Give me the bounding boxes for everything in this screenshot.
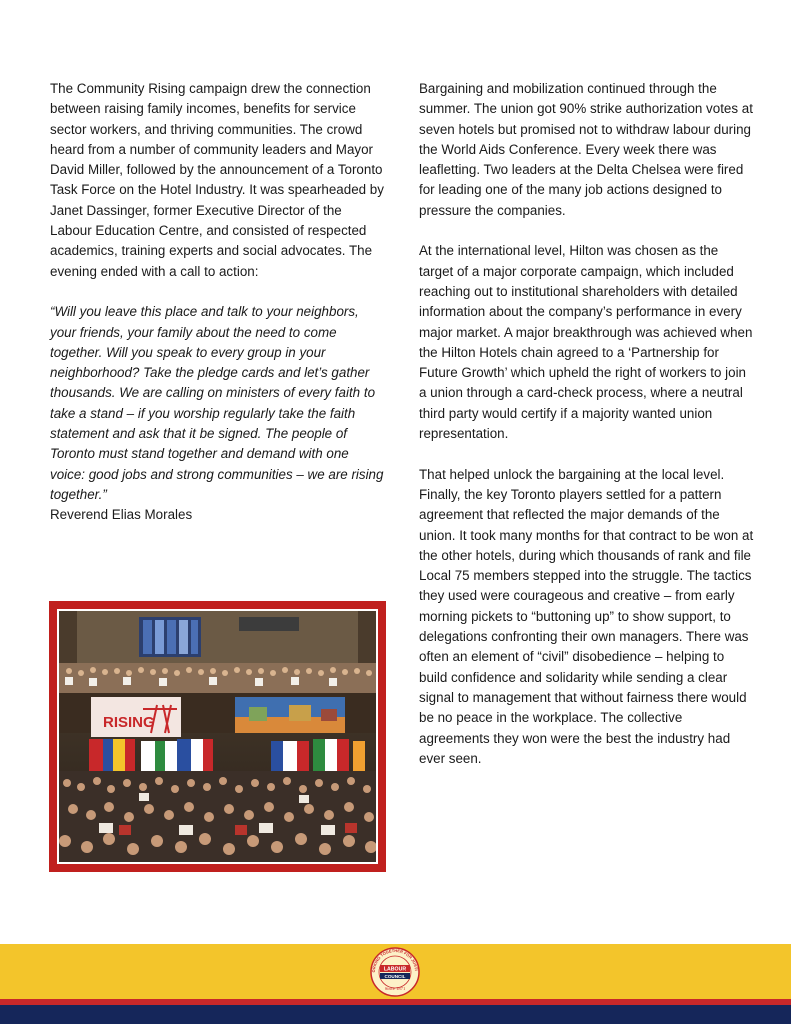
labour-council-logo [366,946,424,998]
pull-quote: “Will you leave this place and talk to your neighbors, your friends, your family about the need to come together. Will you speak to every group in your neighborhood? Take the pledge cards and let’s gather thousands. We are calling on ministers of every faith to take a stand – if you worship regularly take the faith statement and ask that it be signed. The people of Toronto must stand together and demand with one voice: good jobs and strong communities – we are rising together.” [50,304,384,502]
body-paragraph: At the international level, Hilton was chosen as the target of a major corporate campaign, which included reaching out to institutional shareholders with detailed information about the company’s performance in every major market. A major breakthrough was achieved when the Hilton Hotels chain agreed to a ‘Partnership for Future Growth’ which upheld the right of workers to join a union through a card-check process, where a neutral third party would certify if a majority wanted union representation. [419,243,753,442]
quote-attribution: Reverend Elias Morales [50,507,193,523]
svg-text:LABOUR: LABOUR [383,966,407,973]
footer-band-navy [0,1005,791,1024]
body-paragraph: That helped unlock the bargaining at the local level. Finally, the key Toronto players settled for a pattern agreement that reflected the major demands of the union. It took many months for that contract to be won at the other hotels, during which thousands of rank and file Local 75 members stepped into the struggle. The tactics they used were courageous and creative – from early morning pickets to “buttoning up” to show support, to delegations confronting their own managers. There was often an element of “civil” disobedience – helping to build confidence and solidarity while sending a clear signal to management that without fairness there would be no peace in the workplace. The collective agreements they won were the best the industry had ever seen. [419,466,754,766]
rally-photo [59,611,376,862]
svg-text:Since 1871: Since 1871 [384,986,406,991]
left-column [50,79,385,546]
stained-glass-window [139,617,201,657]
rally-photo-illustration [59,611,376,862]
floor-crowd [59,771,376,862]
rising-banner [91,697,181,737]
body-paragraph: Bargaining and mobilization continued through the summer. The union got 90% strike authorization votes at seven hotels but promised not to withdraw labour during the World Aids Conference. Every week there was leafletting. Two leaders at the Delta Chelsea were fired for leading one of the many job actions designed to pressure the companies. [419,81,753,218]
body-paragraph: The Community Rising campaign drew the connection between raising family incomes, benefits for service sector workers, and thriving communities. The crowd heard from a number of community leaders and Mayor David Miller, followed by the announcement of a Toronto Task Force on the Hotel Industry. It was spearheaded by Janet Dassinger, former Executive Director of the Labour Education Centre, and consisted of respected academics, training experts and social advocates. The evening ended with a call to action: [50,81,384,279]
mural-banner [235,697,345,733]
right-column [419,79,754,789]
svg-text:WORKING TOGETHER FOR JUSTICE: ORKING TOGETHER FOR JUSTI [370,947,419,973]
balcony-crowd [59,663,376,693]
photo-frame [49,601,386,872]
svg-text:RISING: RISING [103,714,155,731]
svg-text:COUNCIL: COUNCIL [384,973,406,979]
